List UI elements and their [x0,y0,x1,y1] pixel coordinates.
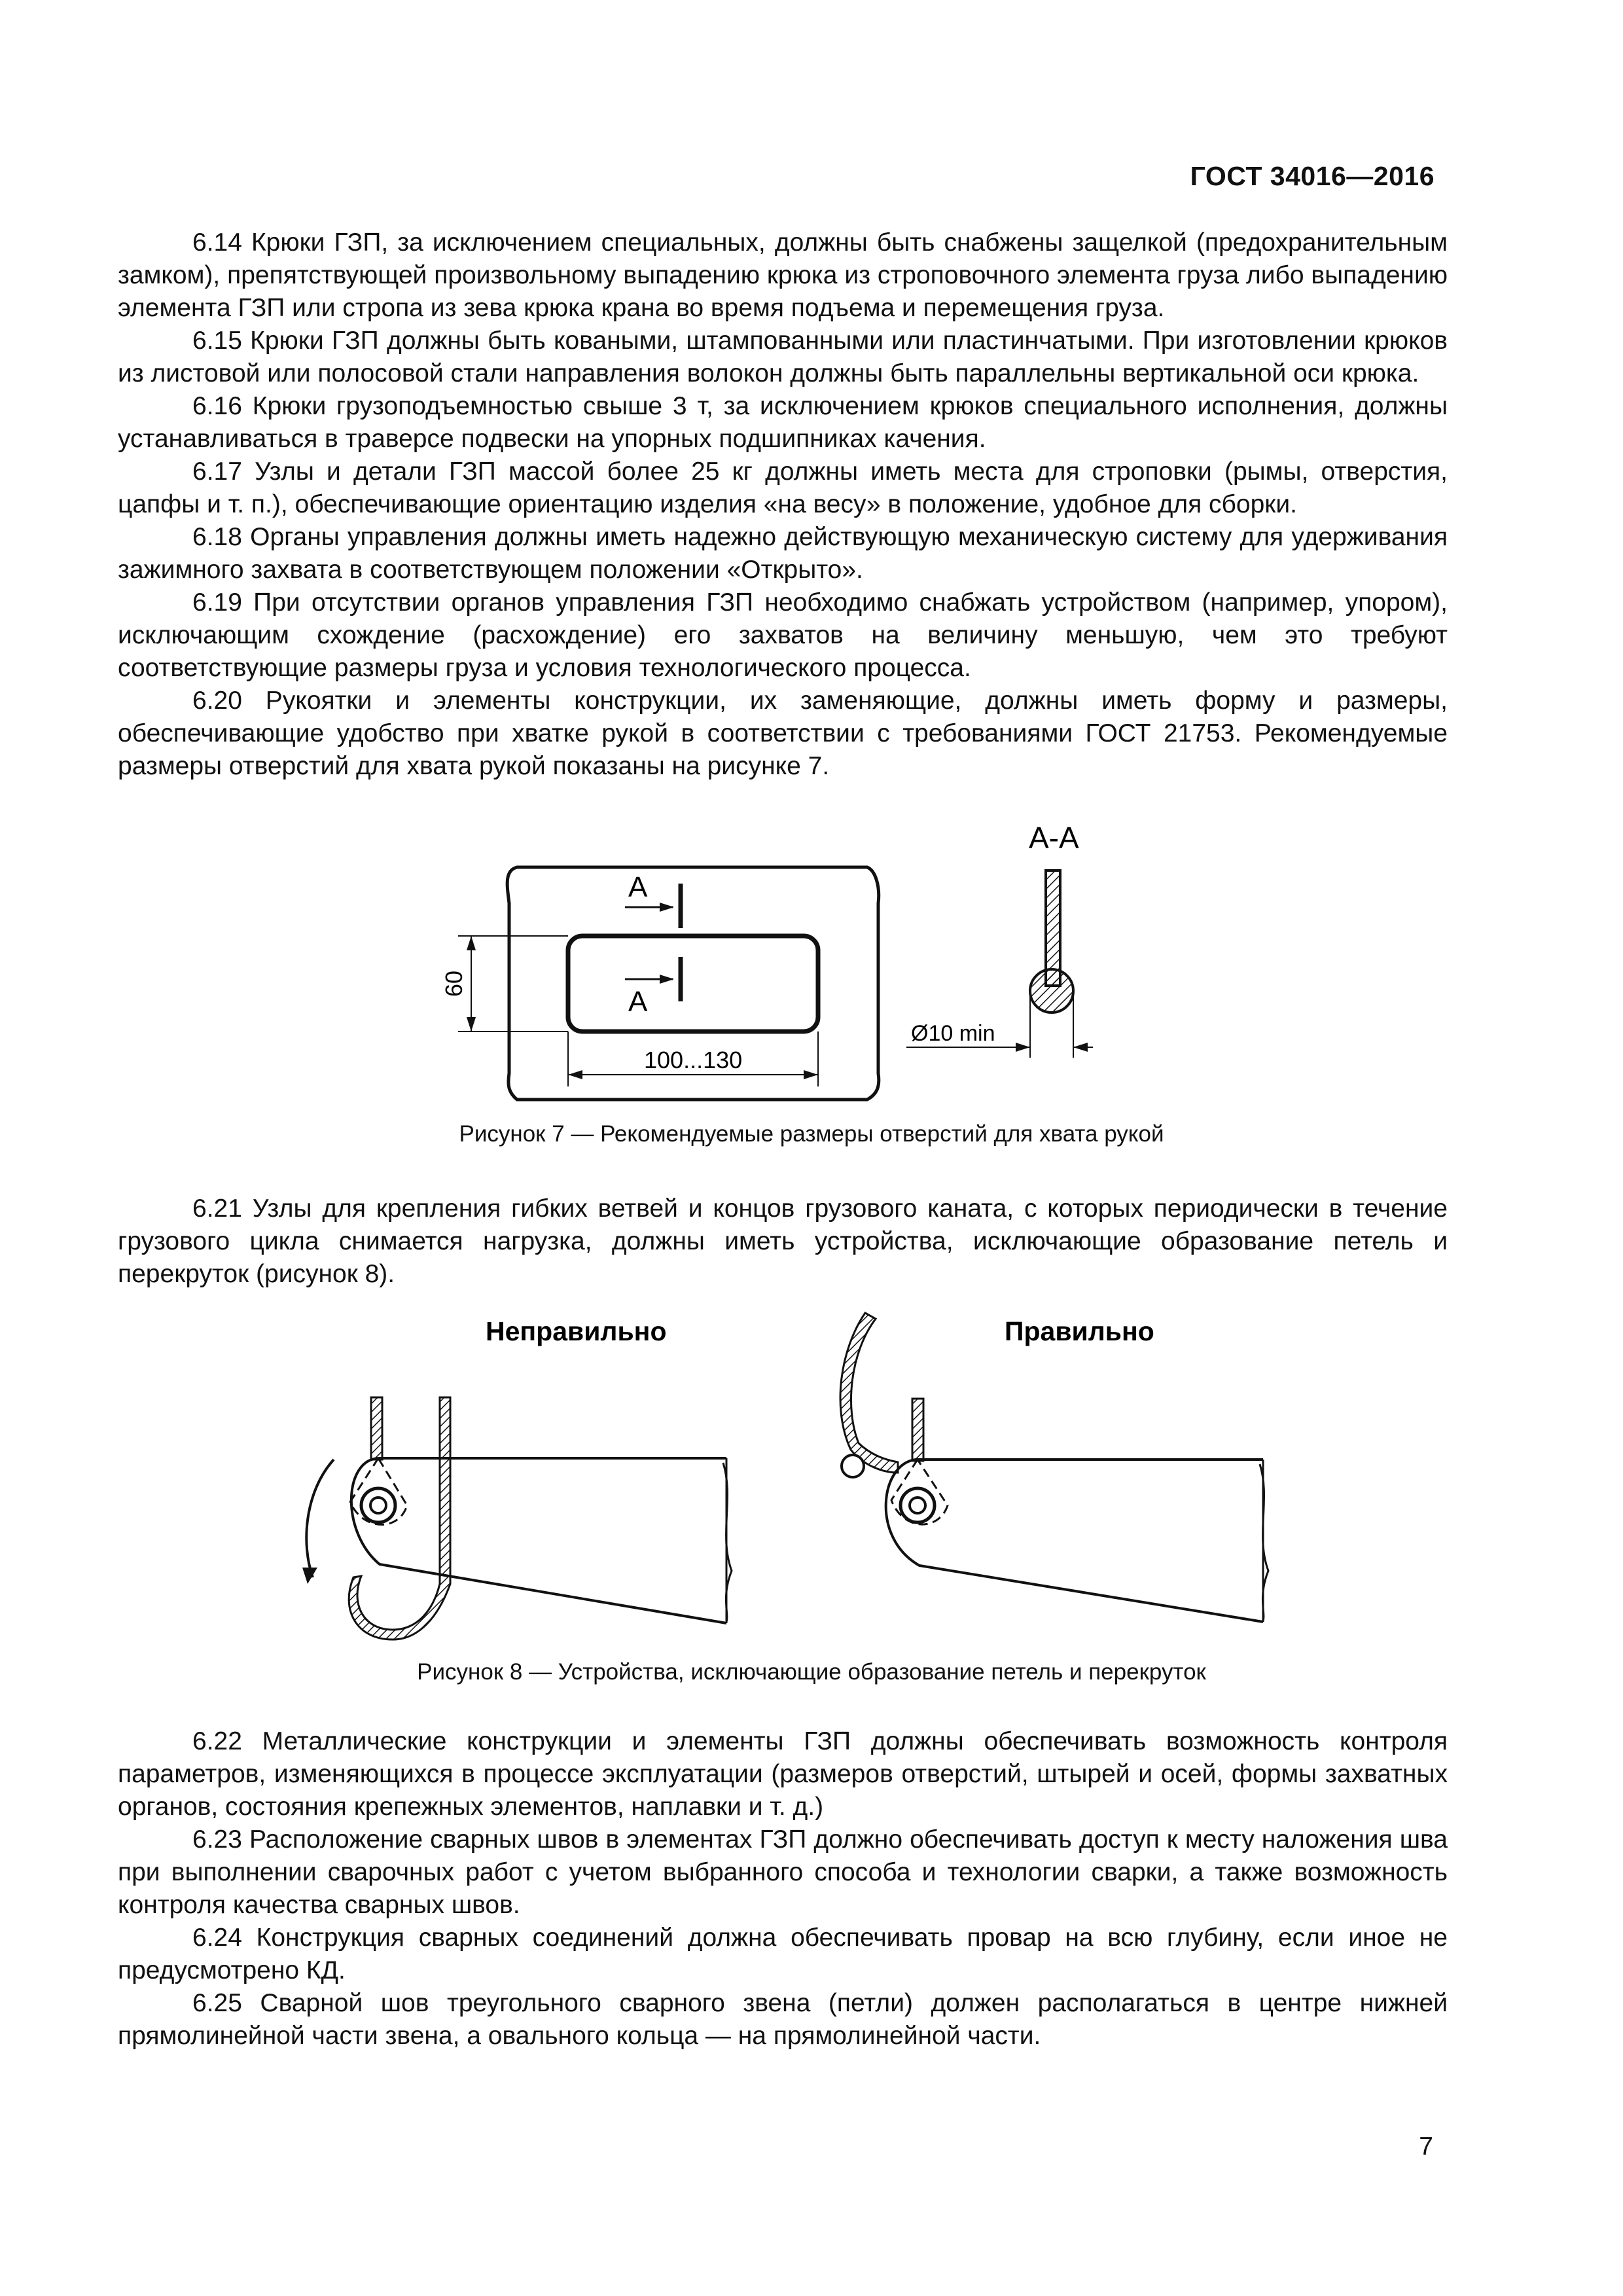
correct-assembly [840,1313,1268,1622]
document-code-header: ГОСТ 34016—2016 [1190,161,1435,191]
paragraph-6-25: 6.25 Сварной шов треугольного сварного звена (петли) должен располагаться в центре нижней прямолинейной части звена, а овального кольца — на прямолинейной части. [118,1989,1448,2050]
paragraph-6-15: 6.15 Крюки ГЗП должны быть коваными, штампованными или пластинчатыми. При изготовлении крюков из листовой или полосовой стали направления волокон должны быть параллельны вертикальной оси крюка. [118,327,1448,387]
paragraph-6-24: 6.24 Конструкция сварных соединений должна обеспечивать провар на всю глубину, если иное не предусмотрено КД. [118,1924,1448,1984]
section-label: А-А [1029,821,1079,855]
paragraph-6-17: 6.17 Узлы и детали ГЗП массой более 25 кг должны иметь места для строповки (рымы, отверстия, цапфы и т. п.), обеспечивающие ориентацию изделия «на весу» в положение, удобное для сборки. [118,457,1448,518]
paragraphs-bottom [118,1725,1448,2053]
paragraph-6-21: 6.21 Узлы для крепления гибких ветвей и концов грузового каната, с которых периодически в течение грузового цикла снимается нагрузка, должны иметь устройства, исключающие образование петель и перекруток (рисунок 8). [118,1194,1448,1288]
dimension-height: 60 [440,970,467,997]
paragraph-6-19: 6.19 При отсутствии органов управления ГЗП необходимо снабжать устройством (например, упором), исключающим схождение (расхождение) его захватов на величину меньшую, чем это требуют соответствующие размеры груза и условия технологического процесса. [118,588,1448,682]
section-arrow-label-bottom: А [628,986,648,1018]
paragraph-6-23: 6.23 Расположение сварных швов в элементах ГЗП должно обеспечивать доступ к месту наложения шва при выполнении сварочных работ с учетом выбранного способа и технологии сварки, а также возможность контроля качества сварных швов. [118,1825,1448,1919]
paragraph-6-18: 6.18 Органы управления должны иметь надежно действующую механическую систему для удерживания зажимного захвата в соответствующем положении «Открыто». [118,523,1448,584]
wrong-assembly [302,1397,732,1640]
paragraph-6-16: 6.16 Крюки грузоподъемностью свыше 3 т, за исключением крюков специального исполнения, должны устанавливаться в траверсе подвески на упорных подшипниках качения. [118,392,1448,453]
page-number: 7 [1419,2132,1433,2161]
label-right: Правильно [1005,1316,1154,1346]
label-wrong: Неправильно [486,1316,667,1346]
figure-8-caption: Рисунок 8 — Устройства, исключающие образование петель и перекруток [417,1659,1206,1685]
dimension-diameter: Ø10 min [911,1021,995,1046]
paragraph-6-22: 6.22 Металлические конструкции и элементы ГЗП должны обеспечивать возможность контроля параметров, изменяющихся в процессе эксплуатации (размеров отверстий, штырей и осей, формы захватных органов, состояния крепежных элементов, наплавки и т. д.) [118,1727,1448,1821]
paragraph-6-14: 6.14 Крюки ГЗП, за исключением специальных, должны быть снабжены защелкой (предохранительным замком), препятствующей произвольному выпадению крюка из строповочного элемента груза либо выпадению элемента ГЗП или стропа из зева крюка крана во время подъема и перемещения груза. [118,228,1448,322]
figure-7-caption: Рисунок 7 — Рекомендуемые размеры отверстий для хвата рукой [459,1121,1164,1147]
section-arrow-label-top: А [628,871,648,903]
dimension-width: 100...130 [644,1047,743,1073]
paragraph-6-20: 6.20 Рукоятки и элементы конструкции, их заменяющие, должны иметь форму и размеры, обеспечивающие удобство при хватке рукой в соответствии с требованиями ГОСТ 21753. Рекомендуемые размеры отверстий для хвата рукой показаны на рисунке 7. [118,687,1448,780]
